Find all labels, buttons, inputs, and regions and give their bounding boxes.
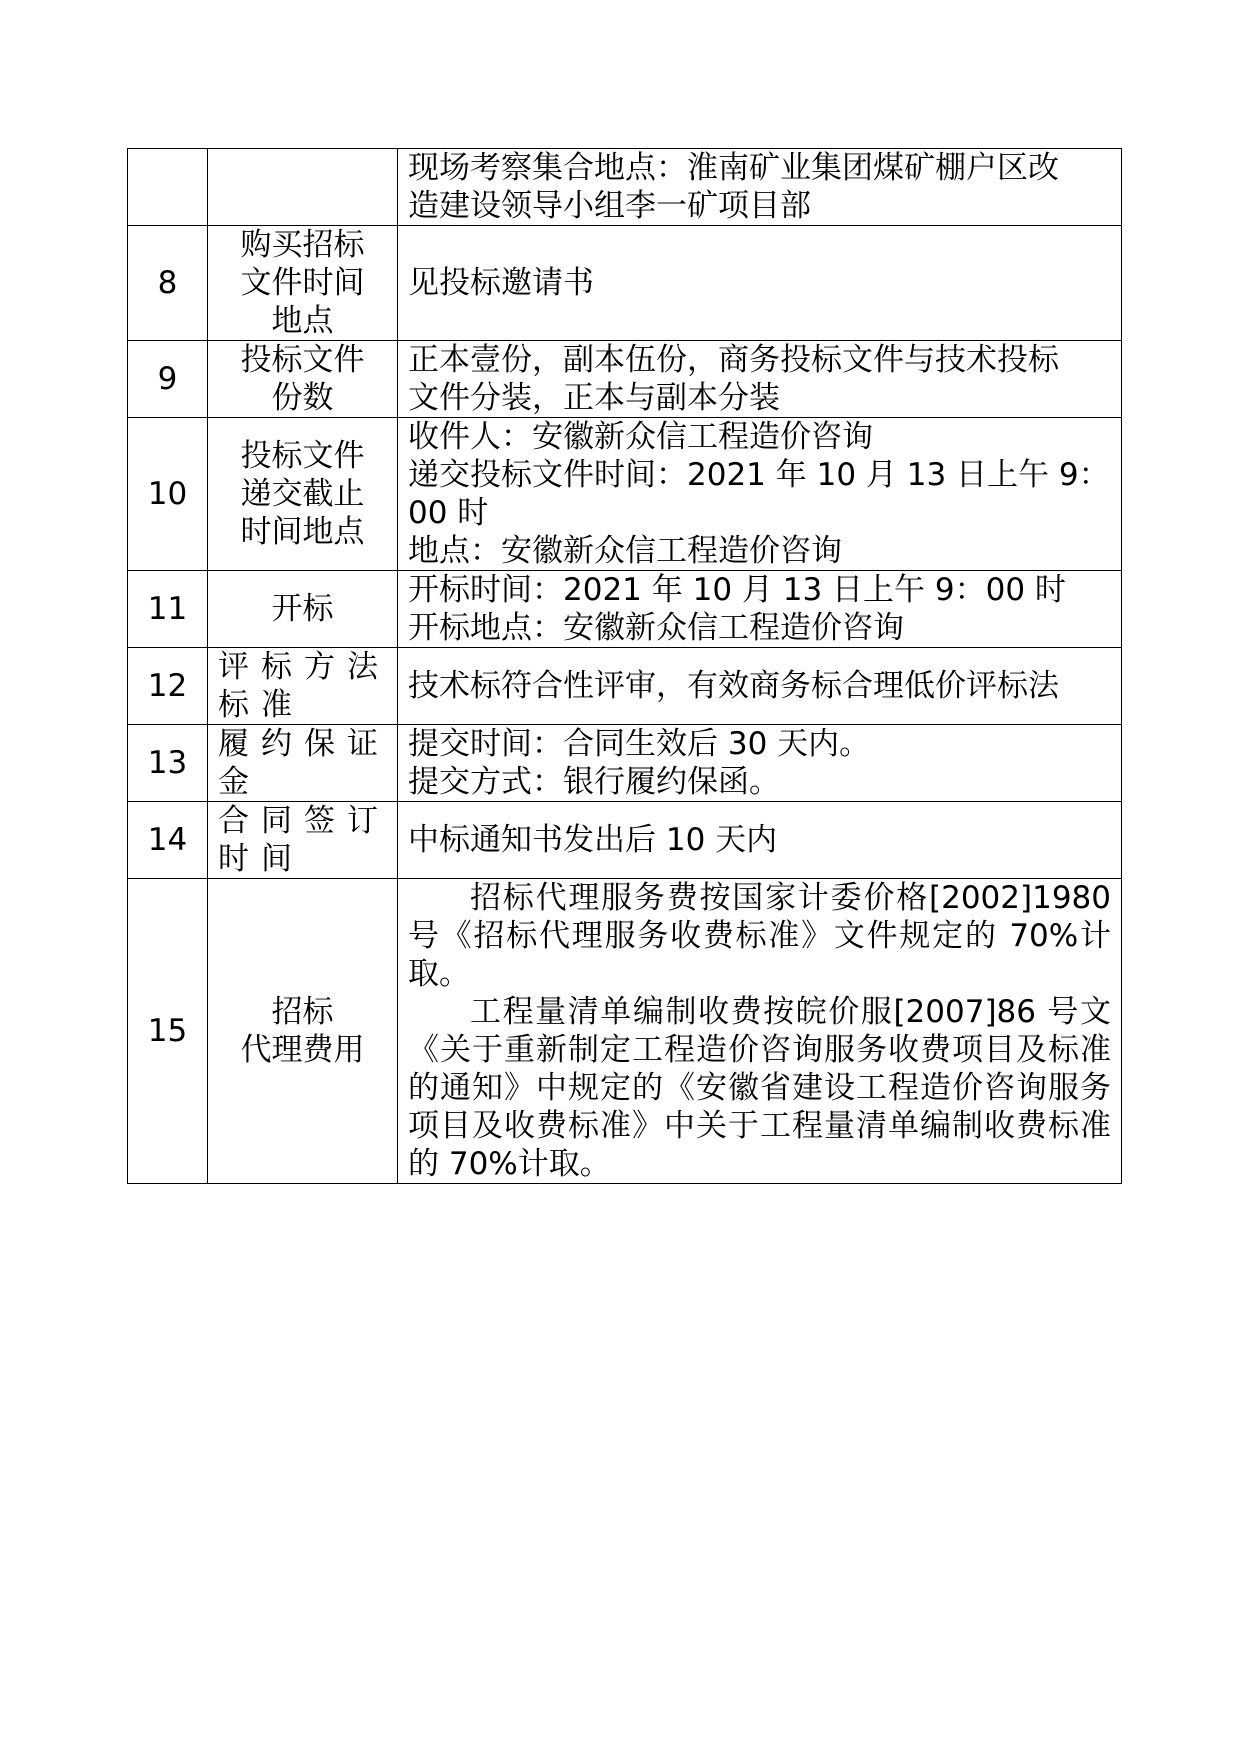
row-number: 11 [128, 571, 208, 648]
content-line: 提交方式：银行履约保函。 [408, 764, 780, 800]
item-name-line: 开标 [271, 591, 334, 627]
row-number: 8 [128, 226, 208, 341]
row-content [398, 571, 1122, 648]
content-line: 正本壹份，副本伍份，商务投标文件与技术投标 [408, 342, 1059, 378]
content-line: 中标通知书发出后 10 天内 [408, 822, 778, 858]
row-content [398, 149, 1122, 226]
row-item-name [208, 879, 398, 1184]
item-name-line: 代理费用 [240, 1032, 365, 1068]
content-paragraph: 招标代理服务费按国家计委价格[2002]1980 号《招标代理服务收费标准》文件规定的 70%计取。 [408, 880, 1111, 992]
table-row [128, 226, 1122, 341]
content-line: 地点：安徽新众信工程造价咨询 [408, 533, 842, 569]
row-content [398, 879, 1122, 1184]
table-row [128, 802, 1122, 879]
item-name-line: 文件时间 [240, 265, 365, 301]
content-line: 提交时间：合同生效后 30 天内。 [408, 726, 871, 762]
row-content [398, 226, 1122, 341]
item-name-line: 时间 [218, 841, 304, 877]
item-name-line: 评标方法 [218, 649, 390, 685]
row-content [398, 802, 1122, 879]
row-item-name [208, 341, 398, 418]
item-name-line: 购买招标 [240, 227, 365, 263]
row-content [398, 418, 1122, 571]
item-name-line: 时间地点 [240, 514, 365, 550]
item-name-line: 合同签订 [218, 803, 390, 839]
row-content [398, 648, 1122, 725]
row-number: 12 [128, 648, 208, 725]
row-number: 15 [128, 879, 208, 1184]
table-row [128, 879, 1122, 1184]
content-line: 00 时 [408, 495, 489, 531]
row-item-name [208, 226, 398, 341]
item-name-line: 投标文件 [240, 438, 365, 474]
content-line: 造建设领导小组李一矿项目部 [408, 188, 811, 224]
row-number: 13 [128, 725, 208, 802]
row-item-name [208, 648, 398, 725]
item-name-line: 地点 [271, 303, 334, 339]
content-line: 现场考察集合地点：淮南矿业集团煤矿棚户区改 [408, 150, 1059, 186]
row-item-name [208, 149, 398, 226]
row-item-name [208, 571, 398, 648]
item-name-line: 招标 [271, 994, 334, 1030]
row-content [398, 341, 1122, 418]
table-row [128, 341, 1122, 418]
row-number: 9 [128, 341, 208, 418]
table-row [128, 571, 1122, 648]
table-row [128, 418, 1122, 571]
item-name-line: 递交截止 [240, 476, 365, 512]
table-row [128, 648, 1122, 725]
content-line: 文件分装，正本与副本分装 [408, 380, 780, 416]
row-number [128, 149, 208, 226]
table-row [128, 725, 1122, 802]
row-item-name [208, 725, 398, 802]
content-line: 开标时间：2021 年 10 月 13 日上午 9：00 时 [408, 572, 1066, 608]
content-line: 递交投标文件时间：2021 年 10 月 13 日上午 9： [408, 457, 1110, 493]
row-item-name [208, 802, 398, 879]
row-number: 10 [128, 418, 208, 571]
tender-info-table [127, 148, 1122, 1184]
content-paragraph: 工程量清单编制收费按皖价服[2007]86 号文《关于重新制定工程造价咨询服务收费项目及标准的通知》中规定的《安徽省建设工程造价咨询服务项目及收费标准》中关于工程量清单编制收费标准的 70%计取。 [408, 994, 1111, 1182]
item-name-line: 履约保证 [218, 726, 390, 762]
item-name-line: 投标文件 [240, 342, 365, 378]
item-name-line: 份数 [271, 380, 334, 416]
content-line: 技术标符合性评审，有效商务标合理低价评标法 [408, 668, 1059, 704]
item-name-line: 标准 [218, 687, 304, 723]
row-content [398, 725, 1122, 802]
item-name-line: 金 [218, 764, 261, 800]
content-line: 开标地点：安徽新众信工程造价咨询 [408, 610, 904, 646]
row-number: 14 [128, 802, 208, 879]
table-row [128, 149, 1122, 226]
content-line: 见投标邀请书 [408, 265, 594, 301]
row-item-name [208, 418, 398, 571]
content-line: 收件人：安徽新众信工程造价咨询 [408, 419, 873, 455]
